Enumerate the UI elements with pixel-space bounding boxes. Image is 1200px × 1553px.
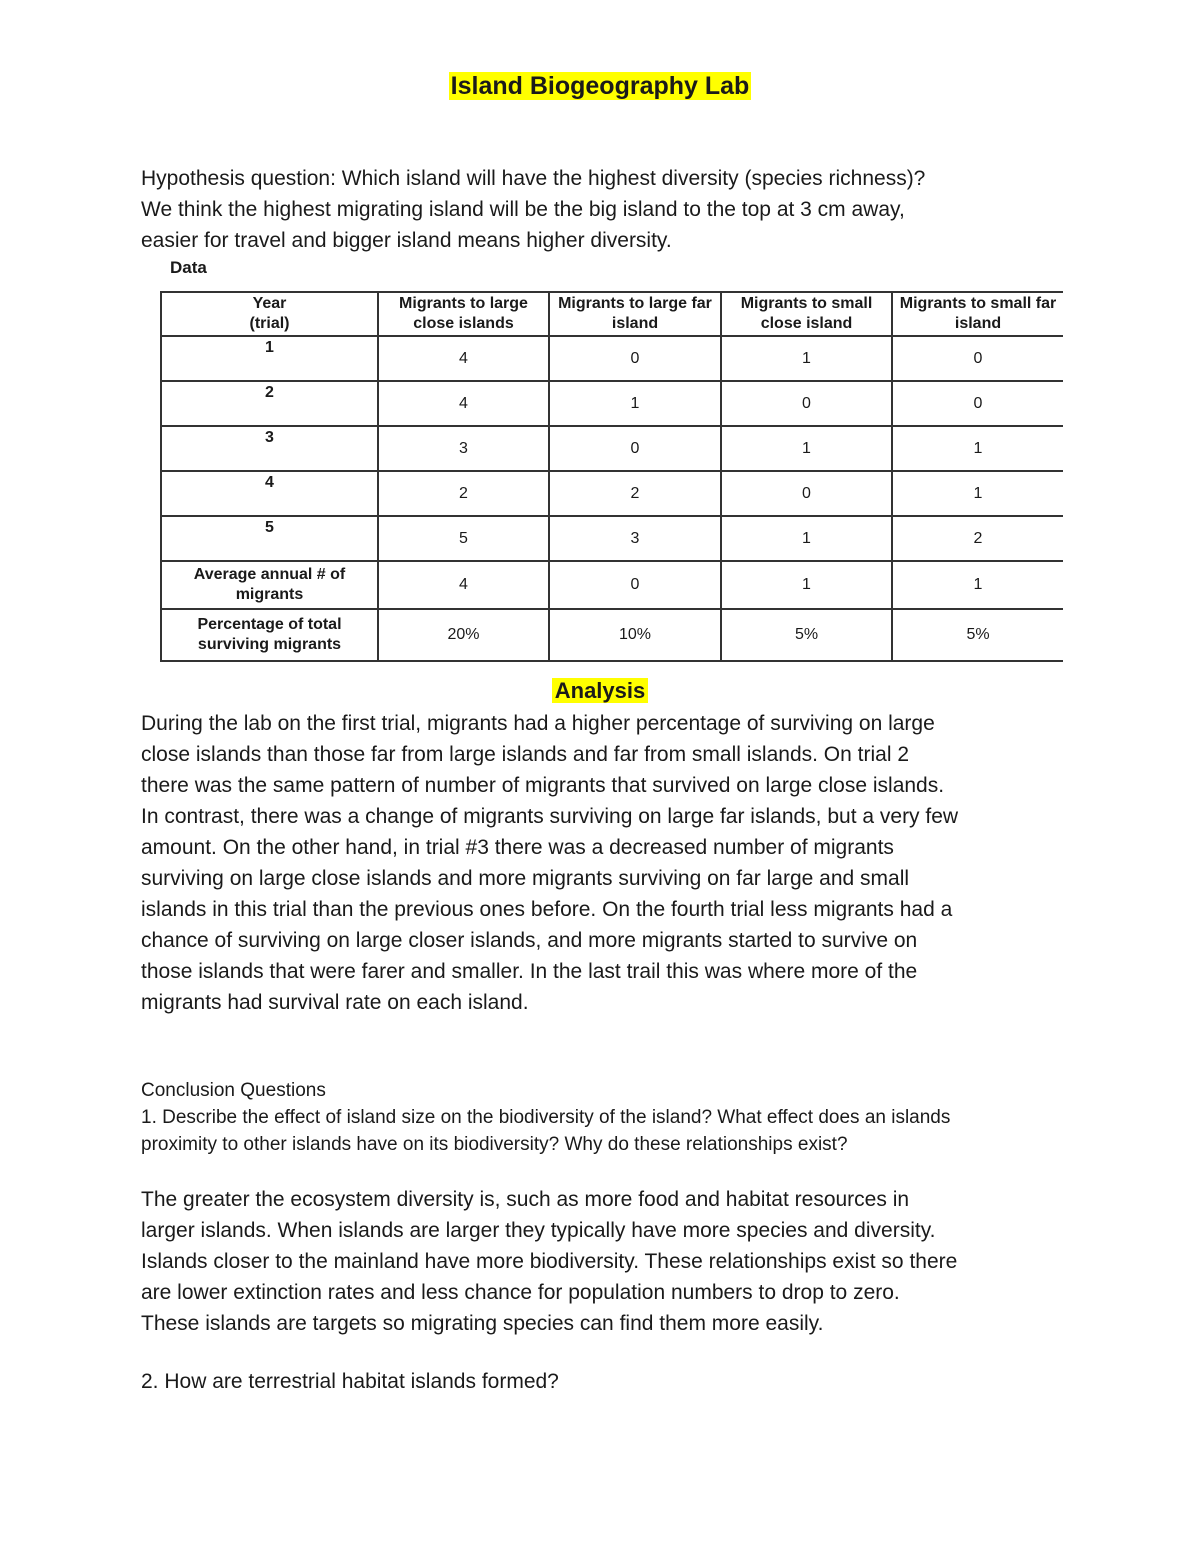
table-cell: 5 xyxy=(378,516,549,561)
conclusion-heading: Conclusion Questions xyxy=(141,1080,326,1101)
table-cell: 0 xyxy=(721,381,892,426)
table-cell: 1 xyxy=(892,426,1063,471)
table-cell: 1 xyxy=(721,426,892,471)
table-row xyxy=(161,516,1063,561)
table-cell: 10% xyxy=(549,609,721,661)
analysis-text xyxy=(141,708,1071,1018)
header-small-close: Migrants to small close island xyxy=(721,292,892,336)
table-cell: 0 xyxy=(549,561,721,609)
analysis-line: those islands that were farer and smaller. In the last trail this was where more of the xyxy=(141,960,918,983)
trial-label: 1 xyxy=(161,336,378,381)
analysis-line: chance of surviving on large closer islands, and more migrants started to survive on xyxy=(141,929,918,952)
answer-line: The greater the ecosystem diversity is, such as more food and habitat resources in xyxy=(141,1188,910,1211)
hypothesis-question: Hypothesis question: Which island will have the highest diversity (species richness)? xyxy=(141,167,926,190)
header-large-far: Migrants to large far island xyxy=(549,292,721,336)
percentage-row xyxy=(161,609,1063,661)
table-header-row xyxy=(161,292,1063,336)
analysis-line: close islands than those far from large islands and far from small islands. On trial 2 xyxy=(141,743,910,766)
table-cell: 4 xyxy=(378,381,549,426)
analysis-line: islands in this trial than the previous ones before. On the fourth trial less migrants had a xyxy=(141,898,953,921)
data-label: Data xyxy=(170,258,207,277)
header-year: Year (trial) xyxy=(161,292,378,336)
analysis-line: there was the same pattern of number of migrants that survived on large close islands. xyxy=(141,774,945,797)
answer-1 xyxy=(141,1184,1071,1339)
table-row xyxy=(161,471,1063,516)
data-table xyxy=(160,291,1063,662)
analysis-heading: Analysis xyxy=(0,678,1200,704)
answer-line: are lower extinction rates and less chance for population numbers to drop to zero. xyxy=(141,1281,900,1304)
table-cell: 4 xyxy=(378,336,549,381)
table-cell: 1 xyxy=(892,471,1063,516)
trial-label: 5 xyxy=(161,516,378,561)
analysis-line: surviving on large close islands and more migrants surviving on far large and small xyxy=(141,867,910,890)
answer-line: larger islands. When islands are larger they typically have more species and diversity. xyxy=(141,1219,936,1242)
table-cell: 1 xyxy=(892,561,1063,609)
percentage-label: Percentage of total surviving migrants xyxy=(161,609,378,661)
analysis-line: In contrast, there was a change of migrants surviving on large far islands, but a very few xyxy=(141,805,959,828)
table-row xyxy=(161,336,1063,381)
table-cell: 2 xyxy=(892,516,1063,561)
table-cell: 2 xyxy=(378,471,549,516)
table-cell: 20% xyxy=(378,609,549,661)
table-cell: 1 xyxy=(549,381,721,426)
average-row xyxy=(161,561,1063,609)
header-large-close: Migrants to large close islands xyxy=(378,292,549,336)
table-row xyxy=(161,426,1063,471)
trial-label: 2 xyxy=(161,381,378,426)
answer-line: Islands closer to the mainland have more biodiversity. These relationships exist so there xyxy=(141,1250,958,1273)
table-cell: 2 xyxy=(549,471,721,516)
page-title xyxy=(0,72,1200,101)
trial-label: 3 xyxy=(161,426,378,471)
title-text: Island Biogeography Lab xyxy=(450,72,750,100)
trial-label: 4 xyxy=(161,471,378,516)
table-cell: 0 xyxy=(549,336,721,381)
question-2: 2. How are terrestrial habitat islands formed? xyxy=(141,1370,559,1393)
table-cell: 0 xyxy=(549,426,721,471)
table-cell: 1 xyxy=(721,561,892,609)
table-cell: 1 xyxy=(721,336,892,381)
hypothesis-block xyxy=(141,163,1071,256)
question-1: 1. Describe the effect of island size on the biodiversity of the island? What effect does an islands proximity to other islands have on its biodiversity? Why do these relationships exist? xyxy=(141,1107,951,1155)
table-row xyxy=(161,381,1063,426)
analysis-line: During the lab on the first trial, migrants had a higher percentage of surviving on large xyxy=(141,712,935,735)
table-cell: 4 xyxy=(378,561,549,609)
table-cell: 5% xyxy=(892,609,1063,661)
analysis-line: amount. On the other hand, in trial #3 there was a decreased number of migrants xyxy=(141,836,894,859)
table-cell: 0 xyxy=(892,381,1063,426)
table-cell: 3 xyxy=(549,516,721,561)
table-cell: 0 xyxy=(721,471,892,516)
table-cell: 0 xyxy=(892,336,1063,381)
analysis-line: migrants had survival rate on each island. xyxy=(141,991,529,1014)
hypothesis-answer-line: We think the highest migrating island will be the big island to the top at 3 cm away, xyxy=(141,198,905,221)
average-label: Average annual # of migrants xyxy=(161,561,378,609)
table-cell: 5% xyxy=(721,609,892,661)
hypothesis-answer-line: easier for travel and bigger island means higher diversity. xyxy=(141,229,672,252)
header-small-far: Migrants to small far island xyxy=(892,292,1063,336)
table-cell: 1 xyxy=(721,516,892,561)
table-cell: 3 xyxy=(378,426,549,471)
answer-line: These islands are targets so migrating species can find them more easily. xyxy=(141,1312,824,1335)
